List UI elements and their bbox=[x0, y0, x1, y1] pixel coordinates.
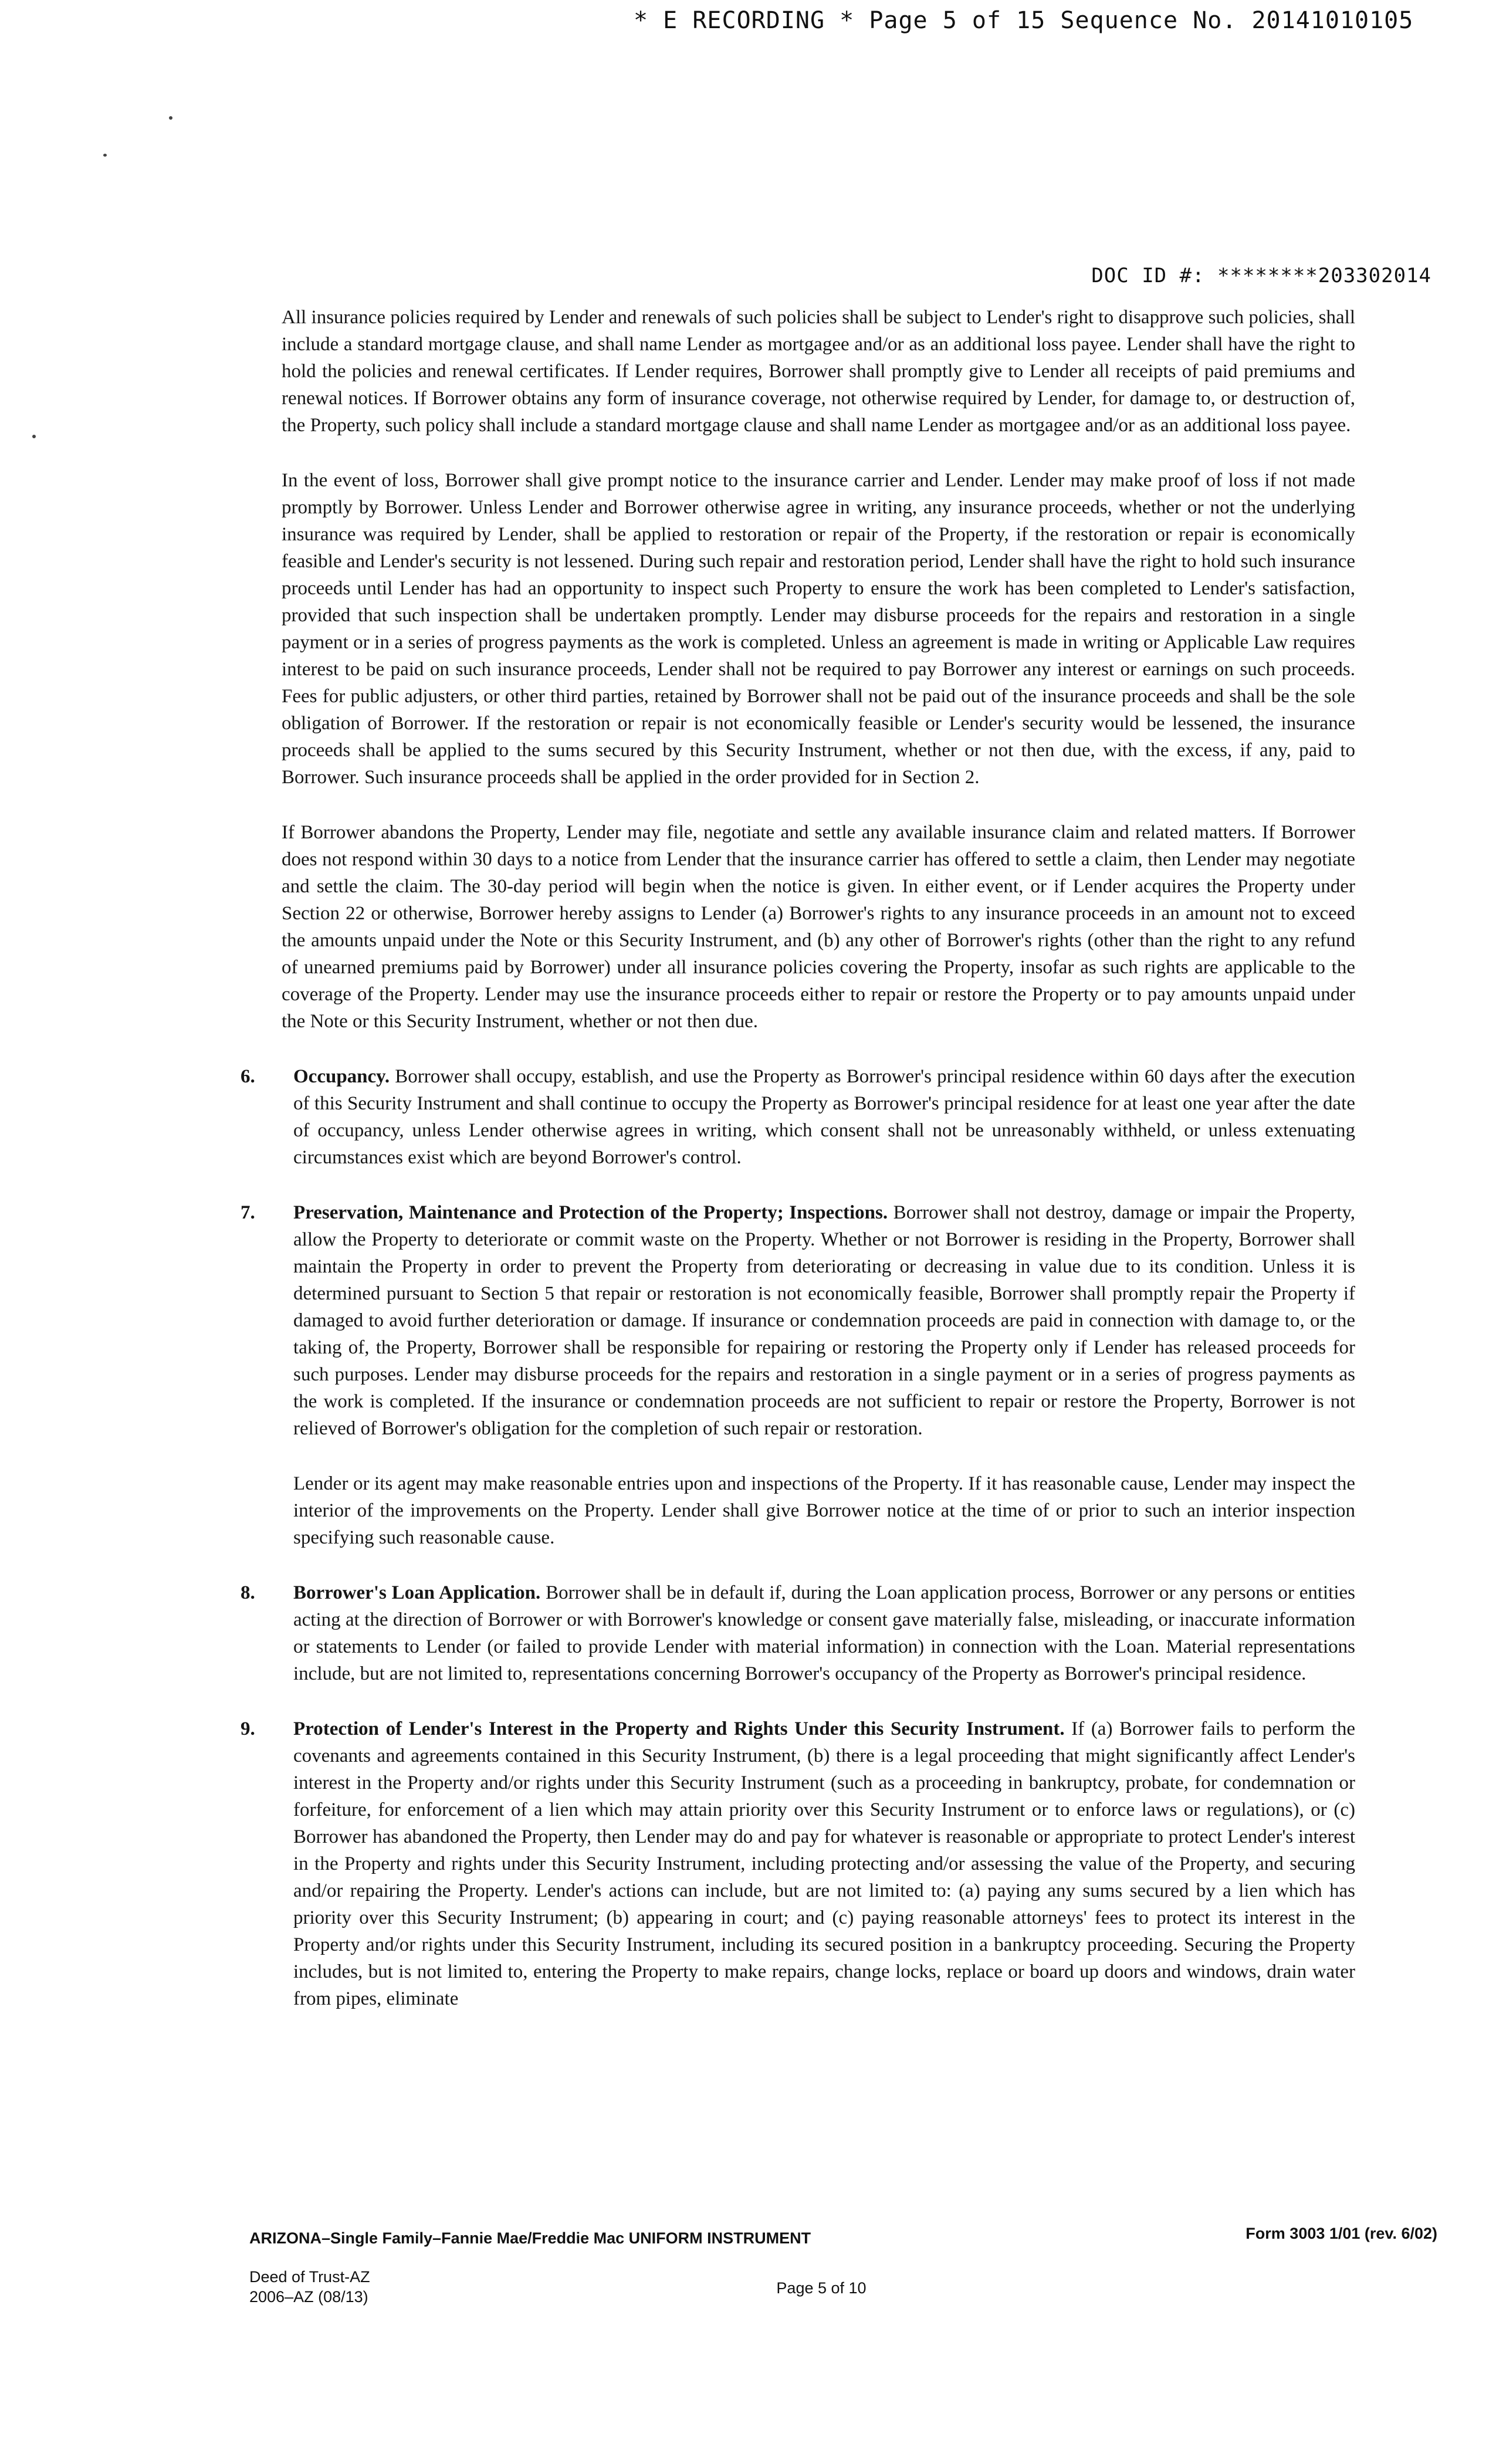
section-extra-paragraph: Lender or its agent may make reasonable entries upon and inspections of the Property. If it has reasonable cause, Lender may inspect the interior of the improvements on the Property. Lender shall give Borrower notice at the time of or prior to such an interior inspection specifying such reasonable cause. bbox=[293, 1473, 1355, 1548]
footer-instrument-title: ARIZONA–Single Family–Fannie Mae/Freddie Mac UNIFORM INSTRUMENT bbox=[249, 2229, 811, 2247]
section-title: Protection of Lender's Interest in the Property and Rights Under this Security Instrument. bbox=[293, 1718, 1065, 1739]
footer-form-code: 2006–AZ (08/13) bbox=[249, 2288, 368, 2306]
scan-speck bbox=[103, 154, 107, 157]
section-text: If (a) Borrower fails to perform the covenants and agreements contained in this Security Instrument, (b) there is a legal proceeding that might significantly affect Lender's interest in the Property and/or rights under this Security Instrument (such as a proceeding in bankruptcy, probate, for condemnation or forfeiture, for enforcement of a lien which may attain priority over this Security Instrument or to enforce laws or regulations), or (c) Borrower has abandoned the Property, then Lender may do and pay for whatever is reasonable or appropriate to protect Lender's interest in the Property and rights under this Security Instrument, including protecting and/or assessing the value of the Property, and securing and/or repairing the Property. Lender's actions can include, but are not limited to: (a) paying any sums secured by a lien which has priority over this Security Instrument; (b) appearing in court; and (c) paying reasonable attorneys' fees to protect its interest in the Property and/or rights under this Security Instrument, including its secured position in a bankruptcy proceeding. Securing the Property includes, but is not limited to, entering the Property to make repairs, change locks, replace or board up doors and windows, drain water from pipes, eliminate bbox=[293, 1718, 1355, 2009]
section-preservation bbox=[241, 1199, 1355, 1551]
section-title: Borrower's Loan Application. bbox=[293, 1582, 541, 1603]
section-occupancy bbox=[241, 1063, 1355, 1171]
footer-form-number: Form 3003 1/01 (rev. 6/02) bbox=[1245, 2225, 1437, 2242]
section-loan-application bbox=[241, 1579, 1356, 1687]
section-title: Preservation, Maintenance and Protection of the Property; Inspections. bbox=[293, 1202, 888, 1223]
scan-speck bbox=[32, 435, 36, 438]
abandonment-paragraph: If Borrower abandons the Property, Lender may file, negotiate and settle any available insurance claim and related matters. If Borrower does not respond within 30 days to a notice from Lender that the insurance carrier has offered to settle a claim, then Lender may negotiate and settle the claim. The 30-day period will begin when the notice is given. In either event, or if Lender acquires the Property under Section 22 or otherwise, Borrower hereby assigns to Lender (a) Borrower's rights to any insurance proceeds in an amount not to exceed the amounts unpaid under the Note or this Security Instrument, and (b) any other of Borrower's rights (other than the right to any refund of unearned premiums paid by Borrower) under all insurance policies covering the Property, insofar as such rights are applicable to the coverage of the Property. Lender may use the insurance proceeds either to repair or restore the Property or to pay amounts unpaid under the Note or this Security Instrument, whether or not then due. bbox=[282, 822, 1355, 1032]
section-text: Borrower shall not destroy, damage or impair the Property, allow the Property to deteriorate or commit waste on the Property. Whether or not Borrower is residing in the Property, Borrower shall maintain the Property in order to prevent the Property from deteriorating or decreasing in value due to its condition. Unless it is determined pursuant to Section 5 that repair or restoration is not economically feasible, Borrower shall promptly repair the Property if damaged to avoid further deterioration or damage. If insurance or condemnation proceeds are paid in connection with damage to, or the taking of, the Property, Borrower shall be responsible for repairing or restoring the Property only if Lender has released proceeds for such purposes. Lender may disburse proceeds for the repairs and restoration in a single payment or in a series of progress payments as the work is completed. If the insurance or condemnation proceeds are not sufficient to repair or restore the Property, Borrower is not relieved of Borrower's obligation for the completion of such repair or restoration. bbox=[293, 1202, 1355, 1439]
footer-page-label: Page 5 of 10 bbox=[776, 2279, 867, 2297]
section-text: Borrower shall be in default if, during the Loan application process, Borrower or any persons or entities acting at the direction of Borrower or with Borrower's knowledge or consent gave materially false, misleading, or inaccurate information or statements to Lender (or failed to provide Lender with material information) in connection with the Loan. Material representations include, but are not limited to, representations concerning Borrower's occupancy of the Property as Borrower's principal residence. bbox=[293, 1582, 1356, 1684]
section-number: 6. bbox=[241, 1066, 255, 1087]
scan-speck bbox=[169, 116, 172, 120]
section-title: Occupancy. bbox=[293, 1066, 390, 1087]
footer-form-name: Deed of Trust-AZ bbox=[249, 2268, 370, 2286]
section-protection-of-interest bbox=[241, 1715, 1355, 2012]
insurance-policies-paragraph: All insurance policies required by Lender and renewals of such policies shall be subject to Lender's right to disapprove such policies, shall include a standard mortgage clause, and shall name Lender as mortgagee and/or as an additional loss payee. Lender shall have the right to hold the policies and renewal certificates. If Lender requires, Borrower shall promptly give to Lender all receipts of paid premiums and renewal notices. If Borrower obtains any form of insurance coverage, not otherwise required by Lender, for damage to, or destruction of, the Property, such policy shall include a standard mortgage clause and shall name Lender as mortgagee and/or as an additional loss payee. bbox=[282, 307, 1355, 436]
section-number: 8. bbox=[241, 1582, 255, 1603]
section-text: Borrower shall occupy, establish, and use the Property as Borrower's principal residence within 60 days after the execution of this Security Instrument and shall continue to occupy the Property as Borrower's principal residence for at least one year after the date of occupancy, unless Lender otherwise agrees in writing, which consent shall not be unreasonably withheld, or unless extenuating circumstances exist which are beyond Borrower's control. bbox=[293, 1066, 1355, 1168]
event-of-loss-paragraph: In the event of loss, Borrower shall give prompt notice to the insurance carrier and Lender. Lender may make proof of loss if not made promptly by Borrower. Unless Lender and Borrower otherwise agree in writing, any insurance proceeds, whether or not the underlying insurance was required by Lender, shall be applied to restoration or repair of the Property, if the restoration or repair is economically feasible and Lender's security is not lessened. During such repair and restoration period, Lender shall have the right to hold such insurance proceeds until Lender has had an opportunity to inspect such Property to ensure the work has been completed to Lender's satisfaction, provided that such inspection shall be undertaken promptly. Lender may disburse proceeds for the repairs and restoration in a single payment or in a series of progress payments as the work is completed. Unless an agreement is made in writing or Applicable Law requires interest to be paid on such insurance proceeds, Lender shall not be required to pay Borrower any interest or earnings on such proceeds. Fees for public adjusters, or other third parties, retained by Borrower shall not be paid out of the insurance proceeds and shall be the sole obligation of Borrower. If the restoration or repair is not economically feasible or Lender's security would be lessened, the insurance proceeds shall be applied to the sums secured by this Security Instrument, whether or not then due, with the excess, if any, paid to Borrower. Such insurance proceeds shall be applied in the order provided for in Section 2. bbox=[282, 470, 1355, 788]
doc-id: DOC ID #: ********203302014 bbox=[1091, 264, 1431, 287]
section-number: 9. bbox=[241, 1718, 255, 1739]
recording-header: * E RECORDING * Page 5 of 15 Sequence No. 20141010105 bbox=[634, 7, 1414, 34]
footer-form-info bbox=[249, 2267, 370, 2307]
document-body bbox=[241, 304, 1356, 2040]
section-number: 7. bbox=[241, 1202, 255, 1223]
